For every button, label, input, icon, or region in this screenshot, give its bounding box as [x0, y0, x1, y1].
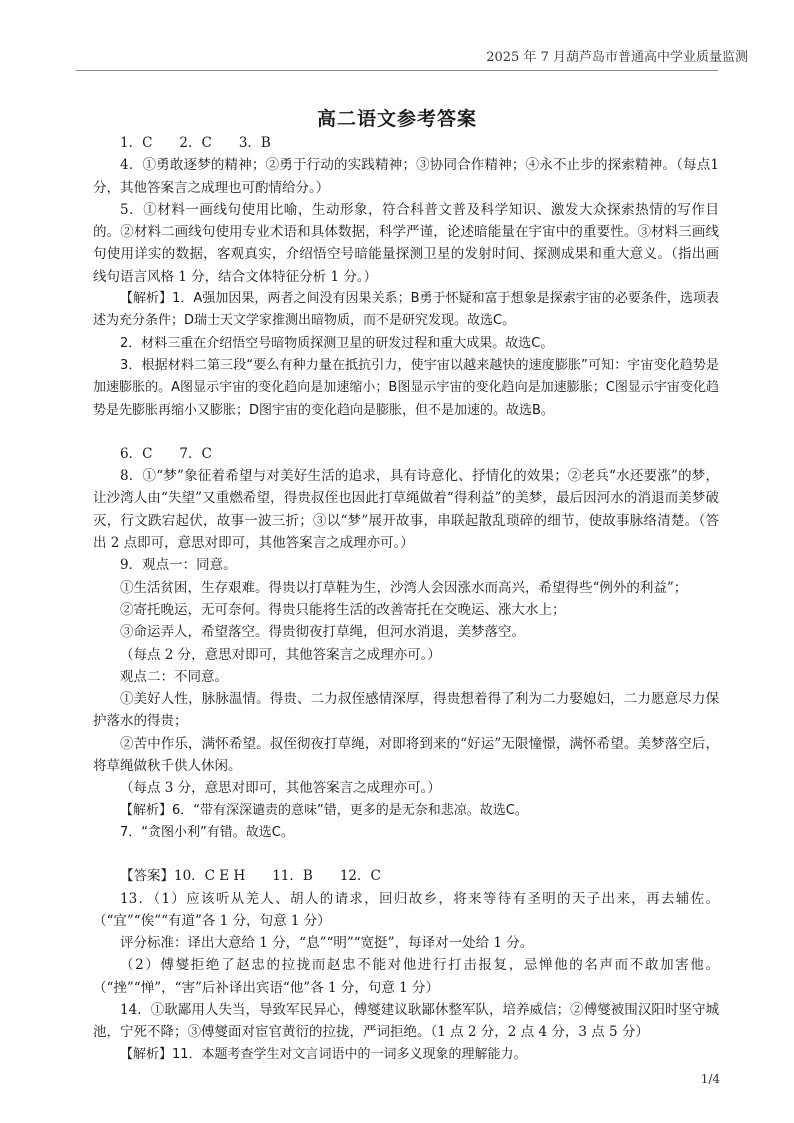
answer-paragraph-s3-q13-std: 评分标准：译出大意给 1 分，“息”“明”“宽挺”，每译对一处给 1 分。: [120, 935, 534, 952]
header-divider: [76, 70, 718, 71]
answer-paragraph-s2-q9-4: ①美好人性，脉脉温情。得贵、二力叔侄感情深厚，得贵想着得了利为二力娶媳妇，二力愿意尽力保护落水的得贵；: [93, 691, 719, 730]
section-reading-literary: [93, 443, 719, 844]
answer-paragraph-s2-q9-3: ③命运弄人，希望落空。得贵彻夜打草绳，但河水消退，美梦落空。: [120, 624, 525, 641]
answer-paragraph-s1-ana2: 2．材料三重在介绍悟空号暗物质探测卫星的研发过程和重大成果。故选C。: [120, 335, 554, 351]
answer-paragraph-s2-q9-score2: （每点 3 分，意思对即可，其他答案言之成理亦可。）: [120, 780, 441, 797]
exam-header: 2025 年 7 月葫芦岛市普通高中学业质量监测: [486, 50, 748, 65]
answer-content: [93, 132, 719, 1066]
answer-paragraph-s2-q9-5: ②苦中作乐，满怀希望。叔侄彻夜打草绳，对即将到来的“好运”无限憧憬，满怀希望。美梦落空后，将草绳做秋千供人休闲。: [93, 735, 719, 775]
answer-paragraph-s1-answers: 1．C 2．C 3．B: [120, 135, 271, 151]
answer-paragraph-s2-ana7: 7．“贪图小利”有错。故选C。: [120, 824, 294, 840]
document-title: 高二语文参考答案: [316, 108, 477, 130]
answer-paragraph-s2-q9-view2: 观点二：不同意。: [120, 668, 228, 685]
answer-paragraph-s3-q13-1: 13．（1）应该听从羌人、胡人的请求，回归故乡，将来等待有圣明的天子出来，再去辅佐。（“宜”“俟”“有道”各 1 分，句意 1 分）: [93, 890, 719, 929]
section-gap: [93, 422, 719, 443]
answer-paragraph-s1-ana1: 【解析】1．A强加因果，两者之间没有因果关系；B勇于怀疑和富于想象是探索宇宙的必要条件，选项表述为充分条件；D瑞士天文学家推测出暗物质，而不是研究发现。故选C。: [93, 291, 719, 329]
answer-paragraph-s2-q9: 9．观点一：同意。: [120, 557, 237, 574]
answer-paragraph-s2-q9-2: ②寄托晚运，无可奈何。得贵只能将生活的改善寄托在交晚运、涨大水上；: [120, 601, 566, 618]
answer-paragraph-s1-q4: 4．①勇敢逐梦的精神；②勇于行动的实践精神；③协同合作精神；④永不止步的探索精神。（每点1分，其他答案言之成理也可酌情给分。）: [93, 157, 719, 196]
answer-paragraph-s3-q14: 14．①耿鄙用人失当，导致军民异心，傅燮建议耿鄙休整军队，培养威信；②傅燮被围汉阳时坚守城池，宁死不降；③傅燮面对宦官黄衍的拉拢，严词拒绝。（1 点 2 分，2 点 4 分，3 点 5 分）: [93, 1001, 719, 1041]
answer-paragraph-s2-answers: 6．C 7．C: [120, 445, 212, 462]
answer-paragraph-s3-ana11: 【解析】11．本题考查学生对文言词语中的一词多义现象的理解能力。: [120, 1046, 527, 1062]
answer-paragraph-s3-q13-2: （2）傅燮拒绝了赵忠的拉拢而赵忠不能对他进行打击报复，忌惮他的名声而不敢加害他。（“挫”“惮”，“害”后补译出宾语“他”各 1 分，句意 1 分）: [93, 957, 719, 996]
answer-paragraph-s2-q9-score1: （每点 2 分，意思对即可，其他答案言之成理亦可。）: [120, 646, 441, 663]
answer-paragraph-s1-ana3: 3．根据材料二第三段“要么有种力量在抵抗引力，使宇宙以越来越快的速度膨胀”可知：宇宙变化趋势是加速膨胀的。A图显示宇宙的变化趋向是加速缩小；B图显示宇宙的变化趋向是加速膨胀；C图显示宇宙变化趋势是先膨胀再缩小又膨胀；D图宇宙的变化趋向是膨胀，但不是加速的。故选B。: [93, 357, 719, 418]
answer-paragraph-s1-q5: 5．①材料一画线句使用比喻，生动形象，符合科普文普及科学知识、激发大众探索热情的写作目的。②材料二画线句使用专业术语和具体数据，科学严谨，论述暗能量在宇宙中的重要性。③材料三画线句使用详实的数据，客观真实，介绍悟空号暗能量探测卫星的发射时间、探测成果和重大意义。（指出画线句语言风格 1 分，结合文体特征分析 1 分。）: [93, 201, 719, 285]
section-reading-informational: [93, 132, 719, 422]
answer-paragraph-s2-q8: 8．①“梦”象征着希望与对美好生活的追求，具有诗意化、抒情化的效果；②老兵“水还要涨”的梦，让沙湾人由“失望”又重燃希望，得贵叔侄也因此打草绳做着“得利益”的美梦，最后因河水的消退而美梦破灭，行文跌宕起伏，故事一波三折；③以“梦”展开故事，串联起散乱琐碎的细节，使故事脉络清楚。（答出 2 点即可，意思对即可，其他答案言之成理亦可。）: [93, 468, 719, 552]
section-classical-chinese: [93, 865, 719, 1066]
section-gap: [93, 844, 719, 865]
answer-paragraph-s2-ana6: 【解析】6．“带有深深谴责的意味”错，更多的是无奈和悲凉。故选C。: [120, 802, 528, 818]
page-number: 1/4: [700, 1072, 720, 1086]
answer-paragraph-s2-q9-1: ①生活贫困，生存艰难。得贵以打草鞋为生，沙湾人会因涨水而高兴，希望得些“例外的利益”；: [120, 579, 688, 596]
answer-paragraph-s3-answers: 【答案】10．C E H 11．B 12．C: [120, 868, 381, 885]
